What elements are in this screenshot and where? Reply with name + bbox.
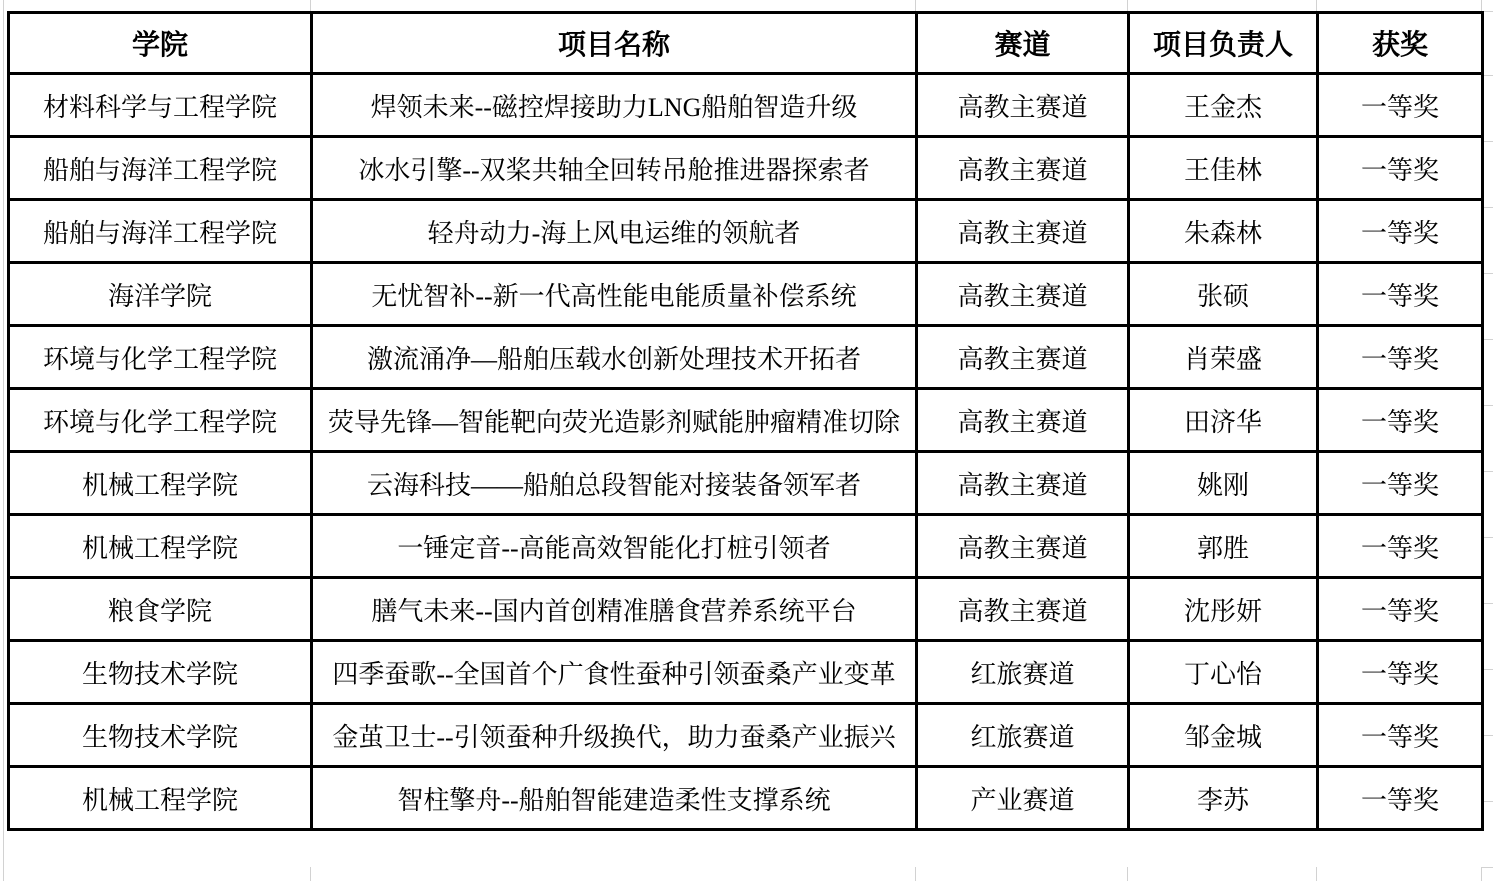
cell-leader: 丁心怡 bbox=[1129, 641, 1318, 704]
cell-college: 海洋学院 bbox=[9, 263, 312, 326]
cell-track: 高教主赛道 bbox=[917, 200, 1129, 263]
cell-leader: 郭胜 bbox=[1129, 515, 1318, 578]
cell-leader: 肖荣盛 bbox=[1129, 326, 1318, 389]
cell-leader: 李苏 bbox=[1129, 767, 1318, 830]
cell-college: 机械工程学院 bbox=[9, 452, 312, 515]
table-row bbox=[9, 137, 1483, 200]
cell-track: 红旅赛道 bbox=[917, 641, 1129, 704]
table-row bbox=[9, 515, 1483, 578]
table-row bbox=[9, 389, 1483, 452]
cell-award: 一等奖 bbox=[1318, 200, 1483, 263]
cell-college: 机械工程学院 bbox=[9, 515, 312, 578]
cell-award: 一等奖 bbox=[1318, 74, 1483, 137]
cell-award: 一等奖 bbox=[1318, 326, 1483, 389]
gridline bbox=[1127, 0, 1128, 11]
gridline bbox=[1127, 867, 1128, 881]
cell-college: 粮食学院 bbox=[9, 578, 312, 641]
cell-project: 荧导先锋—智能靶向荧光造影剂赋能肿瘤精准切除 bbox=[312, 389, 917, 452]
header-track: 赛道 bbox=[917, 13, 1129, 74]
table-row bbox=[9, 767, 1483, 830]
cell-track: 高教主赛道 bbox=[917, 263, 1129, 326]
cell-college: 机械工程学院 bbox=[9, 767, 312, 830]
cell-track: 高教主赛道 bbox=[917, 515, 1129, 578]
cell-leader: 王佳林 bbox=[1129, 137, 1318, 200]
cell-project: 四季蚕歌--全国首个广食性蚕种引领蚕桑产业变革 bbox=[312, 641, 917, 704]
cell-project: 一锤定音--高能高效智能化打桩引领者 bbox=[312, 515, 917, 578]
cell-award: 一等奖 bbox=[1318, 641, 1483, 704]
cell-award: 一等奖 bbox=[1318, 767, 1483, 830]
cell-award: 一等奖 bbox=[1318, 137, 1483, 200]
cell-college: 生物技术学院 bbox=[9, 641, 312, 704]
cell-track: 高教主赛道 bbox=[917, 389, 1129, 452]
cell-project: 无忧智补--新一代高性能电能质量补偿系统 bbox=[312, 263, 917, 326]
cell-college: 环境与化学工程学院 bbox=[9, 389, 312, 452]
cell-track: 高教主赛道 bbox=[917, 74, 1129, 137]
cell-track: 红旅赛道 bbox=[917, 704, 1129, 767]
gridline bbox=[310, 867, 311, 881]
cell-track: 高教主赛道 bbox=[917, 137, 1129, 200]
awards-table bbox=[7, 11, 1484, 831]
cell-leader: 沈彤妍 bbox=[1129, 578, 1318, 641]
gridline bbox=[915, 867, 916, 881]
table-row bbox=[9, 704, 1483, 767]
table-header-row bbox=[9, 13, 1483, 74]
gridline bbox=[310, 0, 311, 11]
table-row bbox=[9, 578, 1483, 641]
gridline bbox=[1481, 0, 1482, 11]
cell-leader: 田济华 bbox=[1129, 389, 1318, 452]
cell-track: 高教主赛道 bbox=[917, 452, 1129, 515]
table-row bbox=[9, 641, 1483, 704]
cell-college: 船舶与海洋工程学院 bbox=[9, 200, 312, 263]
cell-award: 一等奖 bbox=[1318, 515, 1483, 578]
header-college: 学院 bbox=[9, 13, 312, 74]
cell-college: 材料科学与工程学院 bbox=[9, 74, 312, 137]
gridline bbox=[1481, 867, 1493, 868]
cell-college: 环境与化学工程学院 bbox=[9, 326, 312, 389]
cell-project: 激流涌净—船舶压载水创新处理技术开拓者 bbox=[312, 326, 917, 389]
cell-college: 船舶与海洋工程学院 bbox=[9, 137, 312, 200]
cell-project: 冰水引擎--双桨共轴全回转吊舱推进器探索者 bbox=[312, 137, 917, 200]
gridline bbox=[1481, 867, 1482, 881]
cell-leader: 王金杰 bbox=[1129, 74, 1318, 137]
header-project: 项目名称 bbox=[312, 13, 917, 74]
cell-track: 产业赛道 bbox=[917, 767, 1129, 830]
header-award: 获奖 bbox=[1318, 13, 1483, 74]
table-row bbox=[9, 263, 1483, 326]
cell-leader: 张硕 bbox=[1129, 263, 1318, 326]
cell-project: 膳气未来--国内首创精准膳食营养系统平台 bbox=[312, 578, 917, 641]
cell-leader: 姚刚 bbox=[1129, 452, 1318, 515]
header-leader: 项目负责人 bbox=[1129, 13, 1318, 74]
cell-project: 智柱擎舟--船舶智能建造柔性支撑系统 bbox=[312, 767, 917, 830]
gridline bbox=[915, 0, 916, 11]
cell-award: 一等奖 bbox=[1318, 578, 1483, 641]
table-row bbox=[9, 200, 1483, 263]
cell-award: 一等奖 bbox=[1318, 389, 1483, 452]
gridline bbox=[1316, 867, 1317, 881]
gridline bbox=[1316, 0, 1317, 11]
cell-track: 高教主赛道 bbox=[917, 578, 1129, 641]
cell-project: 轻舟动力-海上风电运维的领航者 bbox=[312, 200, 917, 263]
cell-award: 一等奖 bbox=[1318, 452, 1483, 515]
cell-college: 生物技术学院 bbox=[9, 704, 312, 767]
cell-project: 云海科技——船舶总段智能对接装备领军者 bbox=[312, 452, 917, 515]
cell-track: 高教主赛道 bbox=[917, 326, 1129, 389]
table-row bbox=[9, 326, 1483, 389]
cell-award: 一等奖 bbox=[1318, 704, 1483, 767]
cell-award: 一等奖 bbox=[1318, 263, 1483, 326]
table-row bbox=[9, 74, 1483, 137]
cell-leader: 邹金城 bbox=[1129, 704, 1318, 767]
cell-project: 金茧卫士--引领蚕种升级换代，助力蚕桑产业振兴 bbox=[312, 704, 917, 767]
table-row bbox=[9, 452, 1483, 515]
cell-leader: 朱森林 bbox=[1129, 200, 1318, 263]
cell-project: 焊领未来--磁控焊接助力LNG船舶智造升级 bbox=[312, 74, 917, 137]
gridline bbox=[3, 0, 4, 881]
